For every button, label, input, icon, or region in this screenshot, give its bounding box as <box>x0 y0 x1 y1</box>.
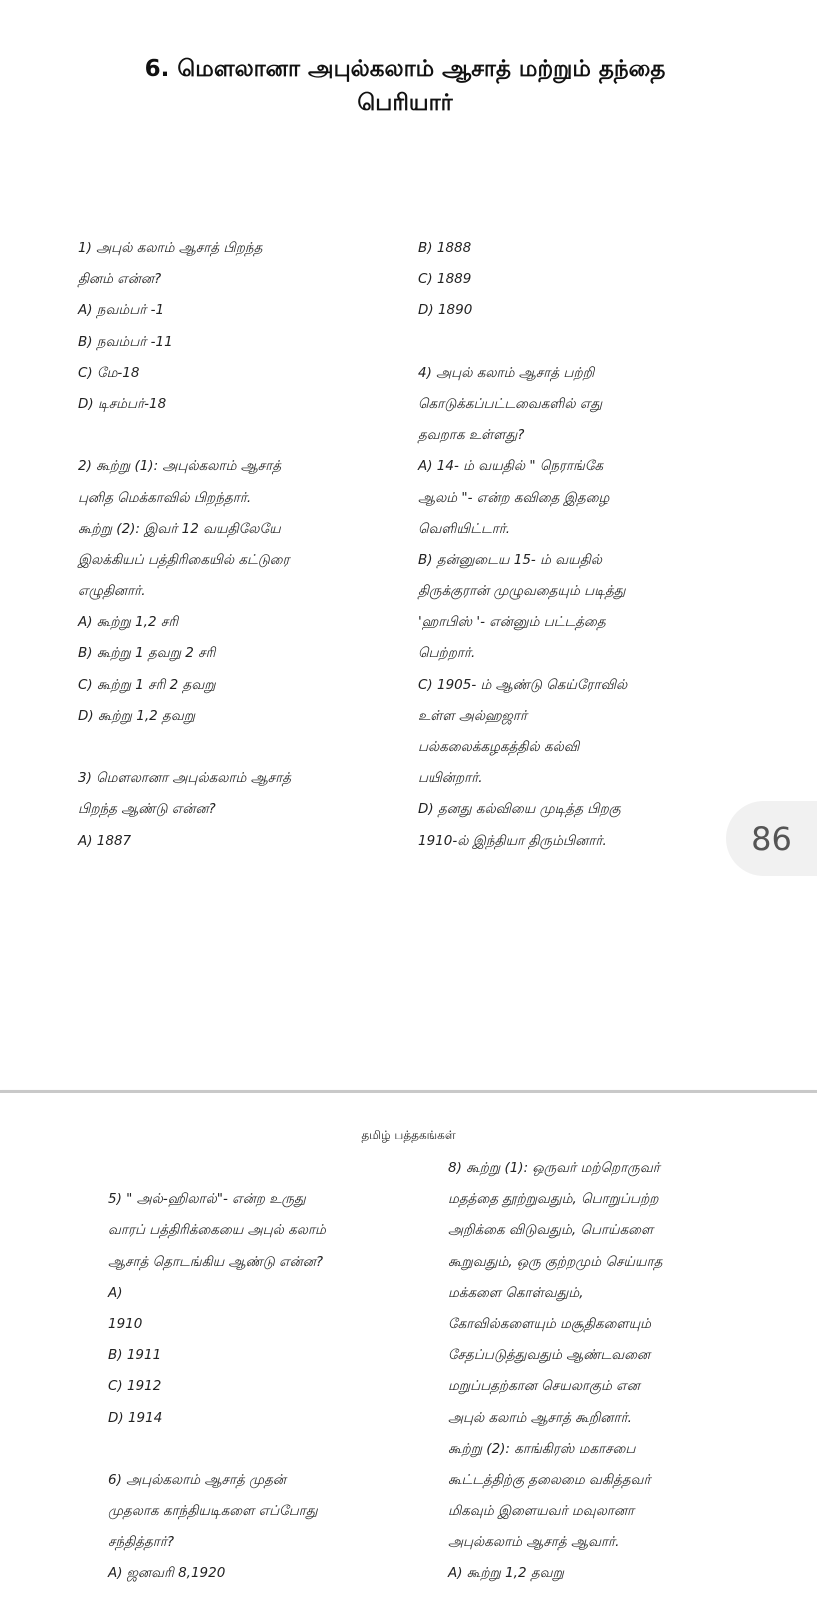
text-line: வாரப் பத்திரிக்கையை அபுல் கலாம் <box>108 1222 326 1239</box>
option-line: B) கூற்று 1 தவறு 2 சரி <box>78 645 216 662</box>
text-line: அறிக்கை விடுவதும், பொய்களை <box>448 1222 654 1239</box>
right-question-column <box>448 1153 768 1590</box>
option-line: C) கூற்று 1 சரி 2 தவறு <box>78 676 216 693</box>
text-line: கூற்று (2): இவர் 12 வயதிலேயே <box>78 520 281 537</box>
chapter-title-line-2: பெரியார் <box>357 90 453 116</box>
text-line: அபுல் கலாம் ஆசாத் கூறினார். <box>448 1409 632 1426</box>
text-line: மிகவும் இளையவர் மவுலானா <box>448 1503 635 1520</box>
text-line: மக்களை கொள்வதும், <box>448 1284 584 1301</box>
option-line: D) டிசம்பர்-18 <box>78 395 167 412</box>
text-line: தினம் என்ன? <box>78 271 162 288</box>
text-line: தவறாக உள்ளது? <box>418 427 525 444</box>
right-question-column <box>418 233 718 857</box>
option-line: A) நவம்பர் -1 <box>78 302 165 319</box>
text-line: ஆலம் "- என்ற கவிதை இதழை <box>418 489 610 506</box>
text-line: எழுதினார். <box>78 583 146 600</box>
left-question-column <box>78 233 398 857</box>
option-line: B) தன்னுடைய 15- ம் வயதில் <box>418 551 603 568</box>
text-line: கூட்டத்திற்கு தலைமை வகித்தவர் <box>448 1471 651 1488</box>
text-line: இலக்கியப் பத்திரிகையில் கட்டுரை <box>78 551 290 568</box>
text-line: 1910-ல் இந்தியா திரும்பினார். <box>418 832 607 849</box>
left-question-column <box>108 1153 428 1590</box>
chapter-title <box>60 52 750 120</box>
text-line: கூறுவதும், ஒரு குற்றமும் செய்யாத <box>448 1253 663 1270</box>
text-line: பயின்றார். <box>418 770 483 787</box>
text-line: பெற்றார். <box>418 645 476 662</box>
text-line: 8) கூற்று (1): ஒருவர் மற்றொருவர் <box>448 1160 660 1176</box>
running-header: தமிழ் பத்தகங்கள் <box>361 1128 456 1142</box>
option-line: B) நவம்பர் -11 <box>78 333 173 350</box>
text-line: ஆசாத் தொடங்கிய ஆண்டு என்ன? <box>108 1253 324 1270</box>
text-line: திருக்குரான் முழுவதையும் படித்து <box>418 583 626 600</box>
text-line: வெளியிட்டார். <box>418 520 511 537</box>
text-line: 3) மௌலானா அபுல்கலாம் ஆசாத் <box>78 770 292 787</box>
page-number-badge: 86 <box>726 801 817 876</box>
text-line: சந்தித்தார்? <box>108 1534 175 1551</box>
option-line: D) 1914 <box>108 1409 163 1426</box>
text-line: மறுப்பதற்கான செயலாகும் என <box>448 1378 640 1395</box>
text-line: 4) அபுல் கலாம் ஆசாத் பற்றி <box>418 364 595 381</box>
option-line: C) 1889 <box>418 271 472 288</box>
option-line: D) கூற்று 1,2 தவறு <box>78 707 196 724</box>
option-line: C) 1905- ம் ஆண்டு கெய்ரோவில் <box>418 676 628 693</box>
option-line: C) 1912 <box>108 1378 162 1395</box>
option-line: A) 14- ம் வயதில் " நெராங்கே <box>418 458 604 475</box>
spacer <box>78 420 398 451</box>
option-line: B) 1888 <box>418 240 472 256</box>
text-line: 'ஹாபிஸ் '- என்னும் பட்டத்தை <box>418 614 606 631</box>
text-line: மதத்தை தூற்றுவதும், பொறுப்பற்ற <box>448 1191 659 1208</box>
option-line: A) கூற்று 1,2 சரி <box>78 614 179 631</box>
spacer <box>78 732 398 763</box>
text-line: சேதப்படுத்துவதும் ஆண்டவனை <box>448 1347 651 1364</box>
option-line: A) 1887 <box>78 832 132 849</box>
text-line: முதலாக காந்தியடிகளை எப்போது <box>108 1503 318 1520</box>
text-line: அபுல்கலாம் ஆசாத் ஆவார். <box>448 1534 620 1551</box>
text-line: 1) அபுல் கலாம் ஆசாத் பிறந்த <box>78 240 263 256</box>
text-line: 2) கூற்று (1): அபுல்கலாம் ஆசாத் <box>78 458 282 475</box>
option-line: C) மே-18 <box>78 364 140 381</box>
spacer <box>108 1434 428 1465</box>
text-line: உள்ள அல்ஹஜார் <box>418 707 528 724</box>
option-line: A) <box>108 1284 123 1301</box>
option-line: B) 1911 <box>108 1347 162 1364</box>
spacer <box>418 327 718 358</box>
text-line: பிறந்த ஆண்டு என்ன? <box>78 801 216 818</box>
option-line: D) 1890 <box>418 302 473 319</box>
option-line: 1910 <box>108 1315 143 1332</box>
text-line: கூற்று (2): காங்கிரஸ் மகாசபை <box>448 1440 636 1457</box>
spacer <box>108 1153 428 1184</box>
text-line: 6) அபுல்கலாம் ஆசாத் முதன் <box>108 1471 287 1488</box>
option-line: A) கூற்று 1,2 தவறு <box>448 1565 564 1582</box>
text-line: கோவில்களையும் மசூதிகளையும் <box>448 1315 652 1332</box>
text-line: பல்கலைக்கழகத்தில் கல்வி <box>418 739 580 755</box>
text-line: 5) " அல்-ஹிலால்"- என்ற உருது <box>108 1191 306 1208</box>
page-87 <box>0 1093 817 1600</box>
text-line: கொடுக்கப்பட்டவைகளில் எது <box>418 395 603 412</box>
option-line: D) தனது கல்வியை முடித்த பிறகு <box>418 801 621 818</box>
text-line: புனித மெக்காவில் பிறந்தார். <box>78 489 252 506</box>
option-line: A) ஜனவரி 8,1920 <box>108 1565 226 1582</box>
chapter-title-line-1: 6. மௌலானா அபுல்கலாம் ஆசாத் மற்றும் தந்தை <box>144 56 666 82</box>
